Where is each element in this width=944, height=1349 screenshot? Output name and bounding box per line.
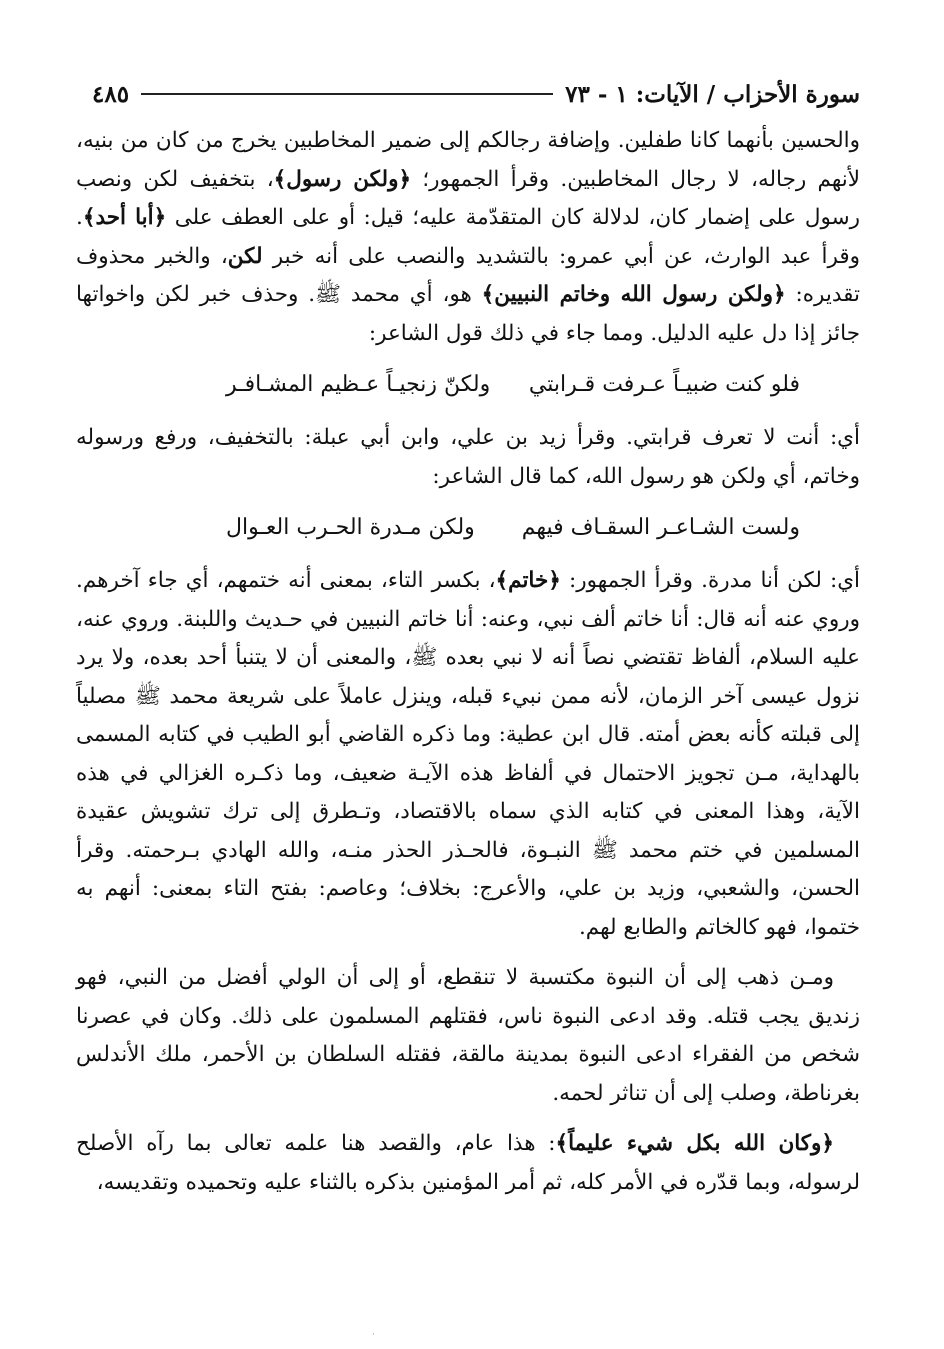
paragraph-4 [76,959,860,1113]
page-number: ٤٨٥ [92,80,130,108]
paragraph-1-text-2: ، بتخفيف لكن ونصب رسول على إضمار كان، لدلالة كان المتقدّمة عليه؛ قيل: أو على العطف على [76,166,860,230]
quran-quote: ﴿وكان الله بكل شيء عليماً﴾ [555,1131,834,1156]
paragraph-2 [76,419,860,496]
surah-header-title: سورة الأحزاب / الآيات: ١ - ٧٣ [565,80,860,108]
quran-quote: ﴿خاتم﴾ [495,568,561,593]
scan-speck: · [372,1330,375,1340]
paragraph-1-text-0: والحسين بأنهما كانا طفلين. وإضافة رجالكم إلى ضمير المخاطبين يخرج من كان من بنيه، لأنهم رجاله، لا رجال المخاطبين. وقرأ الجمهور؛ [76,128,861,192]
page-body [76,122,860,1202]
paragraph-5 [76,1125,860,1202]
paragraph-5-text-1: : هذا عام، والقصد هنا علمه تعالى بما رآه الأصلح لرسوله، وبما قدّره في الأمر كله، ثم أمر المؤمنين بذكره بالثناء عليه وتحميده وتقديسه، [76,1131,860,1195]
paragraph-1-text-8: هو، أي محمد ﷺ. وحذف خبر لكن واخواتها جائز إذا دل عليه الدليل. ومما جاء في ذلك قول الشاعر: [76,282,860,346]
paragraph-1-text-6: ، والخبر محذوف تقديره: [76,243,860,307]
paragraph-1-text-4: . وقرأ عبد الوارث، عن أبي عمرو: بالتشديد والنصب على أنه خبر [76,205,861,269]
paragraph-2-text-0: أي: أنت لا تعرف قرابتي. وقرأ زيد بن علي، وابن أبي عبلة: بالتخفيف، ورفع ورسوله وخاتم، أي ولكن هو رسول الله، كما قال الشاعر: [76,425,860,489]
bold-term: لكن [227,243,263,269]
quran-quote: ﴿ولكن رسول الله وخاتم النبيين﴾ [481,282,786,307]
paragraph-3 [76,562,860,947]
poetry-verse-1 [76,365,860,405]
verse-1-first-hemistich: فلو كنت ضبيـاً عـرفت قـرابتي [528,372,800,397]
paragraph-1 [76,122,860,353]
running-header [92,74,860,114]
verse-2-first-hemistich: ولست الشـاعـر السقـاف فيهم [521,515,800,540]
poetry-verse-2 [76,508,860,548]
quran-quote: ﴿أبا أحد﴾ [82,205,167,230]
paragraph-3-text-2: ، بكسر التاء، بمعنى أنه ختمهم، أي جاء آخرهم. وروي عنه أنه قال: أنا خاتم ألف نبي، وعنه: أنا خاتم النبيين في حـديث واللبنة. وروي عنه، عليه السلام، ألفاظ تقتضي نصاً أنه لا نبي بعده ﷺ، والمعنى أن لا يتنبأ أحد بعده، ولا يرد نزول عيسى آخر الزمان، لأنه ممن نبيء قبله، وينزل عاملاً على شريعة محمد ﷺ مصلياً إلى قبلته كأنه بعض أمته. قال ابن عطية: وما ذكره القاضي أبو الطيب في كتابه المسمى بالهداية، مـن تجويز الاحتمال في ألفاظ هذه الآيـة ضعيف، وما ذكـره الغزالي في هذه الآية، وهذا المعنى في كتابه الذي سماه بالاقتصاد، وتـطرق إلى ترك تشويش عقيدة المسلمين في ختم محمد ﷺ النبـوة، فالحـذر الحذر منـه، والله الهادي بـرحمته. وقرأ الحسن، والشعبي، وزيد بن علي، والأعرج: بخلاف؛ وعاصم: بفتح التاء بمعنى: أنهم به ختموا، فهو كالخاتم والطابع لهم. [76,568,860,940]
paragraph-4-text-0: ومـن ذهب إلى أن النبوة مكتسبة لا تنقطع، أو إلى أن الولي أفضل من النبي، فهو زنديق يجب قتله. وقد ادعى النبوة ناس، فقتلهم المسلمون على ذلك. وكان في عصرنا شخص من الفقراء ادعى النبوة بمدينة مالقة، فقتله السلطان بن الأحمر، ملك الأندلس بغرناطة، وصلب إلى أن تناثر لحمه. [76,965,860,1106]
verse-2-second-hemistich: ولكن مـدرة الحـرب العـوال [226,515,475,540]
verse-1-second-hemistich: ولكنّ زنجيـاً عـظيم المشـافـر [226,372,491,397]
paragraph-3-text-0: أي: لكن أنا مدرة. وقرأ الجمهور: [560,568,861,593]
header-rule [141,93,553,95]
quran-quote: ﴿ولكن رسول﴾ [273,166,412,192]
